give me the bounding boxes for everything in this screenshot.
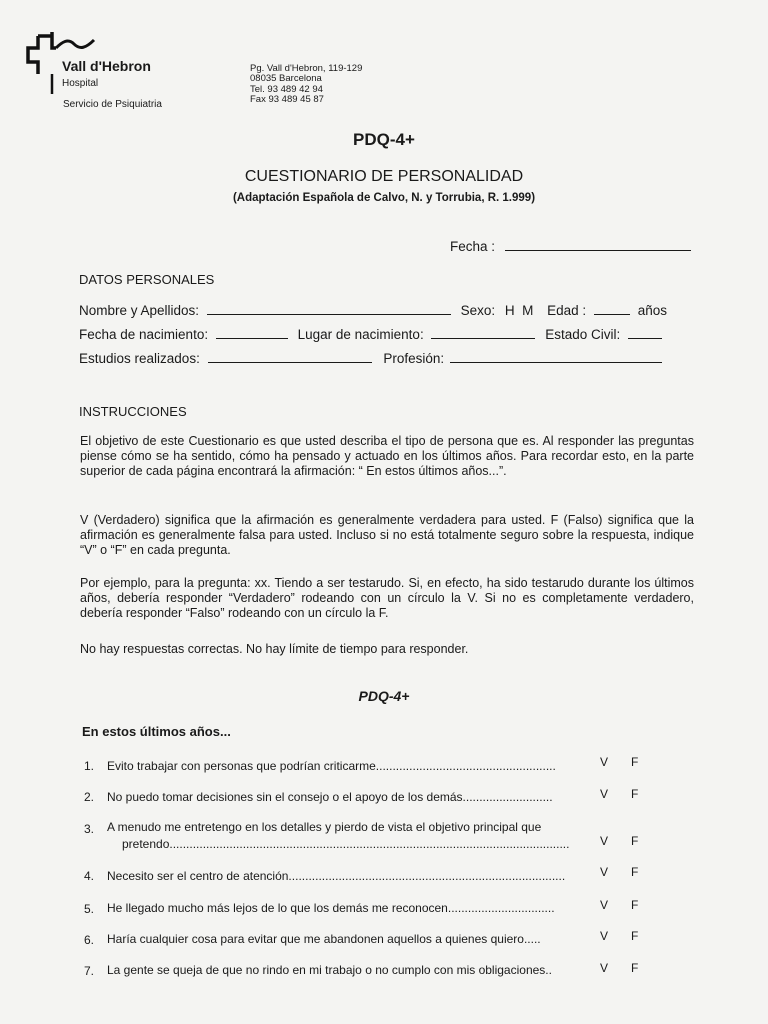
question-number: 3. [84, 822, 95, 836]
section-datos-personales: DATOS PERSONALES [79, 272, 215, 287]
question-text: Haría cualquier cosa para evitar que me abandonen aquellos a quienes quiero..... [107, 932, 541, 946]
estudios-field[interactable] [208, 350, 372, 363]
address-block [250, 64, 362, 106]
document-title: PDQ-4+ [353, 130, 415, 149]
answer-f[interactable]: F [631, 898, 639, 912]
estudios-label: Estudios realizados: [79, 351, 200, 366]
section-instrucciones: INSTRUCCIONES [79, 404, 187, 419]
nacimiento-row [79, 326, 662, 342]
fecha-field[interactable] [505, 238, 691, 251]
lugar-nacimiento-field[interactable] [431, 326, 535, 339]
answer-f[interactable]: F [631, 961, 639, 975]
answer-v[interactable]: V [600, 787, 609, 801]
answer-v[interactable]: V [600, 961, 609, 975]
question-text: La gente se queja de que no rindo en mi trabajo o no cumplo con mis obligaciones.. [107, 963, 552, 977]
instruction-paragraph: V (Verdadero) significa que la afirmación es generalmente verdadera para usted. F (Falso) significa que la afirmación es generalmente falsa para usted. Incluso si no está totalmente seguro sobre la respuesta, indique “V” o “F” en cada pregunta. [80, 513, 694, 557]
answer-v[interactable]: V [600, 929, 609, 943]
fecha-nacimiento-label: Fecha de nacimiento: [79, 327, 209, 342]
questionnaire-subheading: En estos últimos años... [82, 724, 231, 739]
answer-f[interactable]: F [631, 834, 639, 848]
address-line: 08035 Barcelona [250, 73, 322, 85]
answer-f[interactable]: F [631, 865, 639, 879]
answer-v[interactable]: V [600, 755, 609, 769]
question-text: No puedo tomar decisiones sin el consejo o el apoyo de los demás........................... [107, 790, 553, 804]
question-number: 1. [84, 759, 95, 773]
answer-f[interactable]: F [631, 787, 639, 801]
nombre-field[interactable] [207, 302, 451, 315]
anos-label: años [637, 303, 667, 318]
answer-v[interactable]: V [600, 898, 609, 912]
questionnaire-title: PDQ-4+ [358, 688, 410, 704]
sexo-label: Sexo: [460, 303, 496, 318]
question-text: He llegado mucho más lejos de lo que los demás me reconocen................................ [107, 901, 555, 915]
org-subtitle: Hospital [62, 78, 99, 89]
question-text: A menudo me entretengo en los detalles y pierdo de vista el objetivo principal que [107, 820, 542, 834]
nombre-label: Nombre y Apellidos: [79, 303, 200, 318]
question-number: 6. [84, 933, 95, 947]
instruction-paragraph: El objetivo de este Cuestionario es que usted describa el tipo de persona que es. Al responder las preguntas piense cómo se ha sentido, cómo ha pensado y actuado en los últimos años. Para recordar esto, en la parte superior de cada página encontrará la afirmación: “ En estos últimos años...”. [80, 434, 694, 478]
answer-v[interactable]: V [600, 834, 609, 848]
address-line: Tel. 93 489 42 94 [250, 83, 323, 95]
document-subtitle: CUESTIONARIO DE PERSONALIDAD [244, 168, 524, 185]
service-name: Servicio de Psiquiatria [63, 99, 162, 110]
fecha-nacimiento-field[interactable] [216, 326, 288, 339]
instruction-paragraph: No hay respuestas correctas. No hay límite de tiempo para responder. [80, 642, 469, 656]
address-line: Pg. Vall d'Hebron, 119-129 [250, 63, 363, 74]
adaptation-note: (Adaptación Española de Calvo, N. y Torrubia, R. 1.999) [232, 192, 536, 204]
sexo-options[interactable]: H M [504, 303, 534, 318]
question-number: 5. [84, 902, 95, 916]
question-text: Evito trabajar con personas que podrían criticarme...................................................... [107, 759, 556, 773]
question-text-continued: pretendo........................................................................................................................ [122, 837, 570, 851]
question-number: 7. [84, 964, 95, 978]
edad-field[interactable] [594, 302, 630, 315]
fecha-label: Fecha : [450, 239, 496, 254]
fecha-row [450, 238, 691, 254]
nombre-row [79, 302, 667, 318]
question-number: 4. [84, 869, 95, 883]
estado-civil-field[interactable] [628, 326, 662, 339]
profesion-field[interactable] [450, 350, 662, 363]
answer-f[interactable]: F [631, 755, 639, 769]
answer-f[interactable]: F [631, 929, 639, 943]
profesion-label: Profesión: [383, 351, 445, 366]
question-text: Necesito ser el centro de atención................................................................................... [107, 869, 566, 883]
instruction-paragraph: Por ejemplo, para la pregunta: xx. Tiendo a ser testarudo. Si, en efecto, ha sido testarudo durante los últimos años, debería responder “Verdadero” rodeando con un círculo la V. Si no es completamente verdadero, debería responder “Falso” rodeando con un círculo la F. [80, 576, 694, 620]
org-name: Vall d'Hebron [62, 58, 151, 74]
answer-v[interactable]: V [600, 865, 609, 879]
lugar-nacimiento-label: Lugar de nacimiento: [297, 327, 424, 342]
estudios-row [79, 350, 662, 366]
address-line: Fax 93 489 45 87 [250, 94, 324, 106]
estado-civil-label: Estado Civil: [545, 327, 621, 342]
edad-label: Edad : [547, 303, 587, 318]
question-number: 2. [84, 790, 95, 804]
